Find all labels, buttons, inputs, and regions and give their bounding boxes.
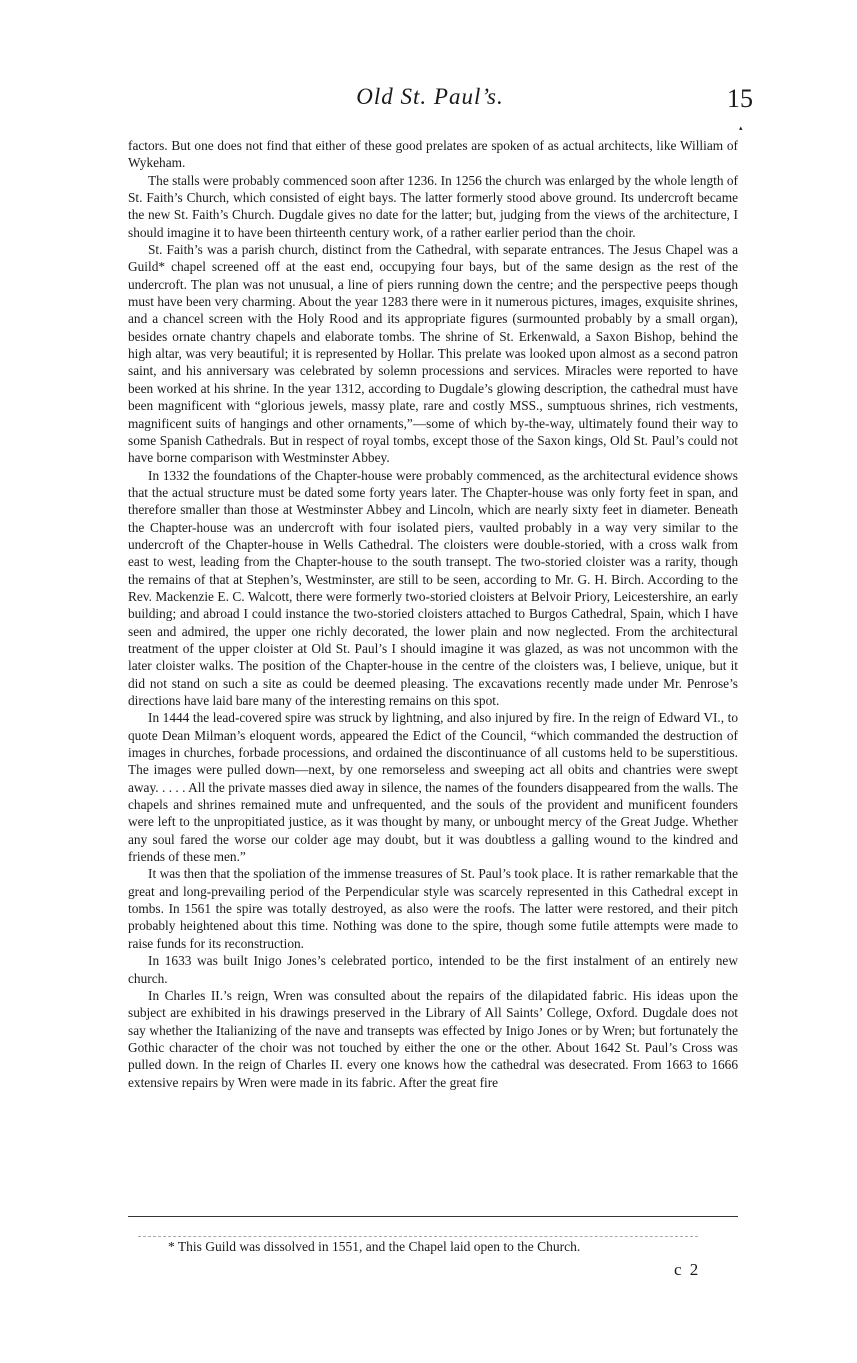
signature-mark: c 2 xyxy=(674,1260,701,1279)
paragraph: factors. But one does not find that either of these good prelates are spoken of as actual architects, like William of Wykeham. xyxy=(128,138,738,171)
footnote-separator xyxy=(138,1236,698,1237)
paragraph: In 1633 was built Inigo Jones’s celebrated portico, intended to be the first instalment of an entirely new church. xyxy=(128,953,738,986)
page-number: 15 xyxy=(727,84,753,113)
paragraph: In 1444 the lead-covered spire was struck by lightning, and also injured by fire. In the reign of Edward VI., to quote Dean Milman’s eloquent words, appeared the Edict of the Council, “which commanded the destruction of images in churches, forbade processions, and ordained the discontinuance of all customs held to be superstitious. The images were pulled down—next, by one remorseless and sweeping act all obits and chantries were swept away. . . . . All the private masses died away in silence, the names of the founders disappeared from the walls. The chapels and shrines remained mute and unfrequented, and the souls of the provident and munificent founders were left to the unpropitiated justice, as it was thought by many, or unbought mercy of the Great Judge. Whether any soul fared the worse our colder age may doubt, but it was doubtless a galling wound to the kindred and friends of these men.” xyxy=(128,710,738,865)
paragraph: In 1332 the foundations of the Chapter-house were probably commenced, as the architectural evidence shows that the actual structure must be dated some forty years later. The Chapter-house was only forty feet in span, and therefore smaller than those at Westminster Abbey and Lincoln, which are nearly sixty feet in diameter. Beneath the Chapter-house was an undercroft with four isolated piers, vaulted probably in a way very similar to the undercroft of the Chapter-house in Wells Cathedral. The cloisters were double-storied, with a cross walk from east to west, leading from the Chapter-house to the south transept. The two-storied cloister was a rarity, though the remains of that at Stephen’s, Westminster, are still to be seen, according to Mr. G. H. Birch. According to the Rev. Mackenzie E. C. Walcott, there were formerly two-storied cloisters at Belvoir Priory, Leicestershire, an early building; and abroad I could instance the two-storied cloisters attached to Burgos Cathedral, Spain, which I have seen and admired, the upper one richly decorated, the lower plain and now neglected. From the architectural treatment of the upper cloister at Old St. Paul’s I should imagine it was glazed, as was not uncommon with the later cloister walks. The position of the Chapter-house in the centre of the cloisters was, I believe, unique, but it did not stand on such a site as could be deemed pleasing. The excavations recently made under Mr. Penrose’s directions have laid bare many of the interesting remains on this spot. xyxy=(128,467,738,708)
printer-mark: ▴ xyxy=(739,124,743,132)
running-title: Old St. Paul’s. xyxy=(356,84,504,109)
paragraph: It was then that the spoliation of the immense treasures of St. Paul’s took place. It is rather remarkable that the great and long-prevailing period of the Perpendicular style was scarcely represented in this Cathedral except in tombs. In 1561 the spire was totally destroyed, as also were the roofs. The latter were restored, and their pitch probably heightened about this time. Nothing was done to the spire, though some futile attempts were made to raise funds for its reconstruction. xyxy=(128,866,738,951)
paragraph: In Charles II.’s reign, Wren was consulted about the repairs of the dilapidated fabric. His ideas upon the subject are exhibited in his drawings preserved in the Library of All Saints’ College, Oxford. Dugdale does not say whether the Italianizing of the nave and transepts was effected by Inigo Jones or by Wren; but fortunately the Gothic character of the choir was not touched by either the one or the other. About 1642 St. Paul’s Cross was pulled down. In the reign of Charles II. every one knows how the cathedral was desecrated. From 1663 to 1666 extensive repairs by Wren were made in its fabric. After the great fire xyxy=(128,987,738,1090)
paragraph: St. Faith’s was a parish church, distinct from the Cathedral, with separate entrances. The Jesus Chapel was a Guild* chapel screened off at the east end, occupying four bays, but of the same design as the rest of the undercroft. The plan was not unusual, a line of piers running down the centre; and the perspective peeps though must have been very charming. About the year 1283 there were in it numerous pictures, images, exquisite shrines, and a chancel screen with the Holy Rood and its appropriate figures (surmounted probably by a small organ), besides ornate chantry chapels and elaborate tombs. The shrine of St. Erkenwald, a Saxon Bishop, behind the high altar, was very beautiful; it is represented by Hollar. This prelate was looked upon almost as a second patron saint, and his anniversary was celebrated by solemn processions and services. Miracles were reported to have been worked at his shrine. In the year 1312, according to Dugdale’s glowing description, the cathedral must have been magnificent with “glorious jewels, massy plate, rare and costly MSS., sumptuous shrines, rich vestments, magnificent suits of hangings and other ornaments,”—some of which by-the-way, ultimately found their way to some Spanish Cathedrals. But in respect of royal tombs, except those of the Saxon kings, Old St. Paul’s could not have borne comparison with Westminster Abbey. xyxy=(128,242,738,466)
text-bottom-rule xyxy=(128,1216,738,1217)
page-header xyxy=(120,84,740,124)
footnote: * This Guild was dissolved in 1551, and the Chapel laid open to the Church. xyxy=(168,1239,581,1254)
body-text xyxy=(128,137,738,1091)
paragraph: The stalls were probably commenced soon after 1236. In 1256 the church was enlarged by the whole length of St. Faith’s Church, which consisted of eight bays. The latter formerly stood above ground. Its undercroft became the new St. Faith’s Church. Dugdale gives no date for the latter; but, judging from the views of the architecture, I should imagine it to have been thirteenth century work, of a rather earlier period than the choir. xyxy=(128,172,738,240)
